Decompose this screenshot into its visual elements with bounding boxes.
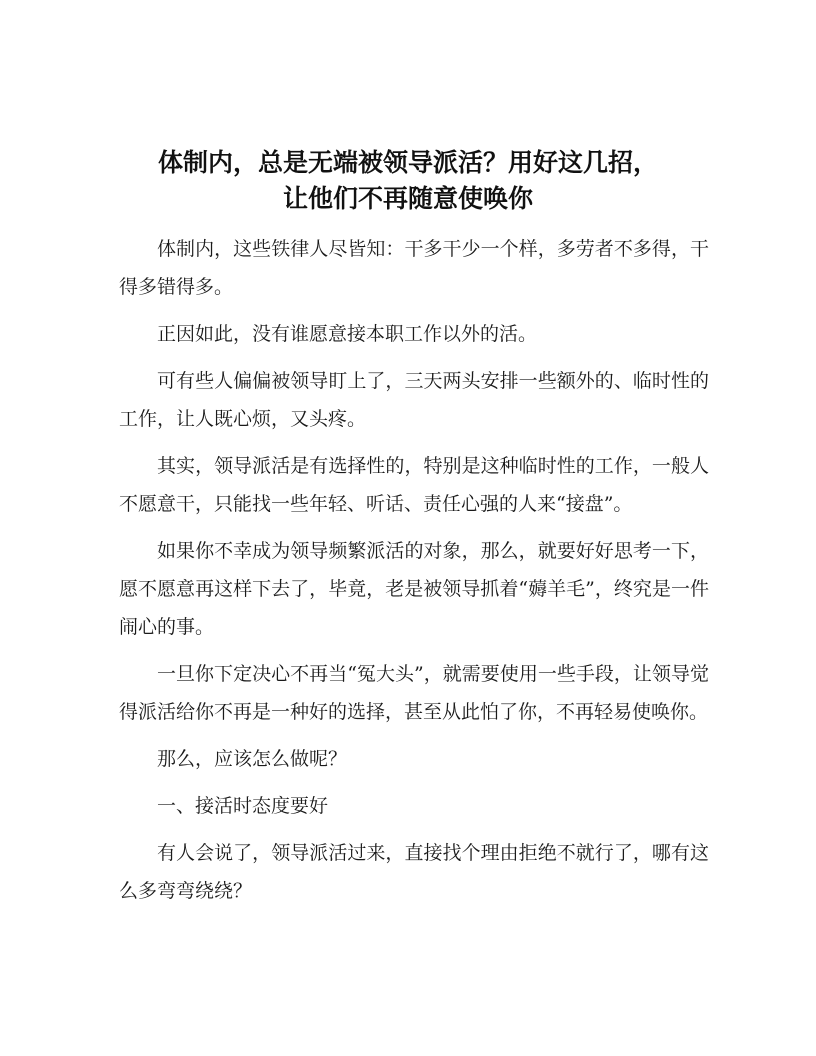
paragraph-4: 其实，领导派活是有选择性的，特别是这种临时性的工作，一般人不愿意干，只能找一些年轻、听话、责任心强的人来“接盘”。	[119, 455, 709, 515]
section-heading-1: 一、接活时态度要好	[157, 795, 329, 817]
paragraph-8: 有人会说了，领导派活过来，直接找个理由拒绝不就行了，哪有这么多弯弯绕绕？	[119, 842, 709, 902]
article-body	[119, 230, 709, 919]
paragraph-7: 那么，应该怎么做呢？	[157, 748, 348, 770]
paragraph-1: 体制内，这些铁律人尽皆知：干多干少一个样，多劳者不多得，干得多错得多。	[119, 238, 709, 298]
paragraph-3: 可有些人偏偏被领导盯上了，三天两头安排一些额外的、临时性的工作，让人既心烦，又头疼。	[119, 370, 709, 430]
article-title-line-1: 体制内，总是无端被领导派活？用好这几招，	[157, 148, 658, 177]
article-title-line-2: 让他们不再随意使唤你	[282, 184, 533, 213]
paragraph-6: 一旦你下定决心不再当“冤大头”，就需要使用一些手段，让领导觉得派活给你不再是一种好的选择，甚至从此怕了你，不再轻易使唤你。	[119, 663, 709, 723]
paragraph-2: 正因如此，没有谁愿意接本职工作以外的活。	[157, 323, 538, 345]
paragraph-5: 如果你不幸成为领导频繁派活的对象，那么，就要好好思考一下，愿不愿意再这样下去了，毕竟，老是被领导抓着“薅羊毛”，终究是一件闹心的事。	[119, 540, 709, 638]
